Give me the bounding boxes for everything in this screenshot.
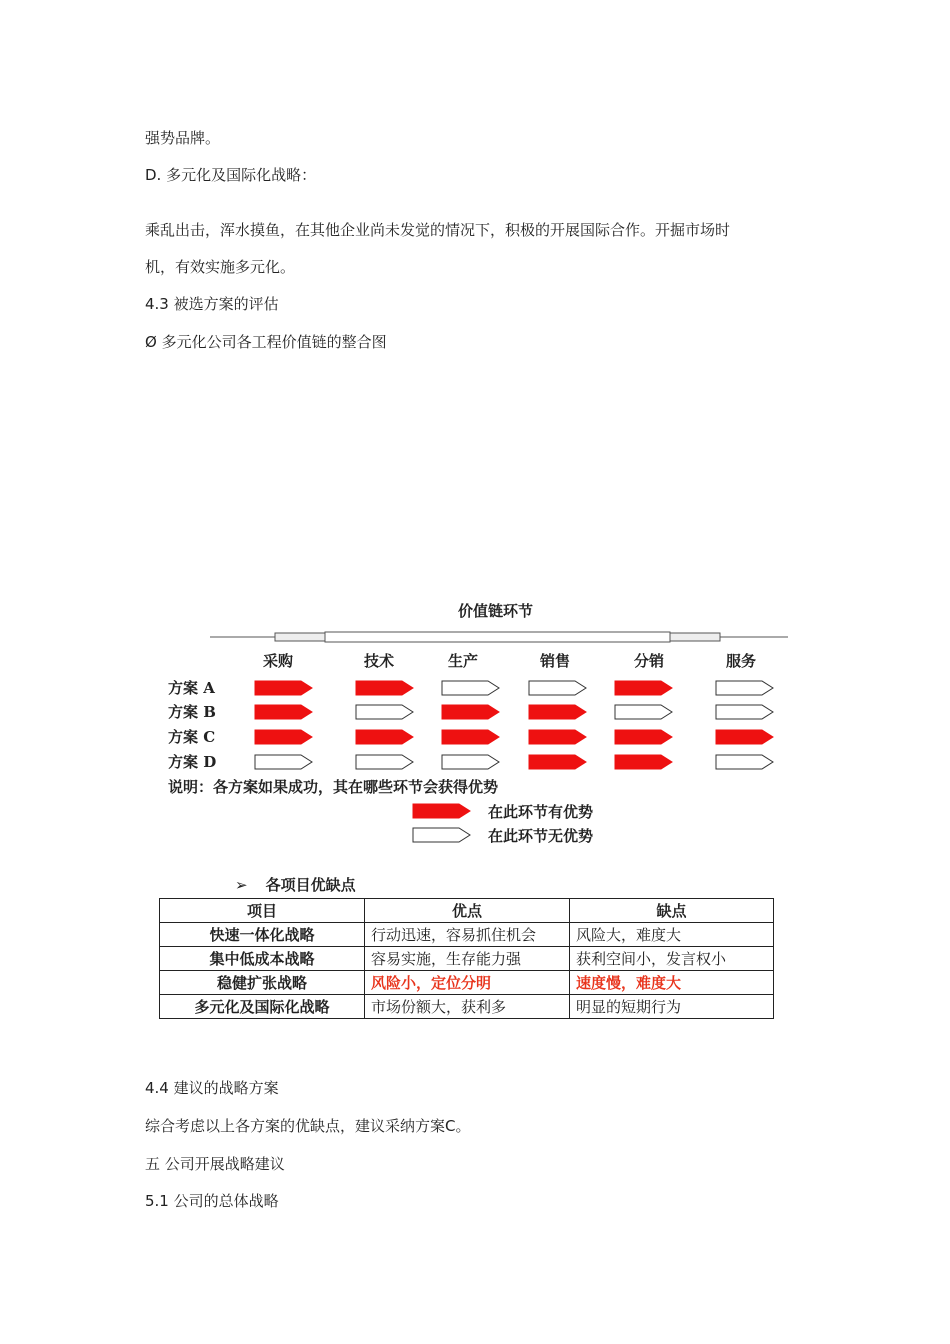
cell-pros: 容易实施，生存能力强: [365, 947, 570, 971]
cell-project: 集中低成本战略: [160, 947, 365, 971]
cell-cons: 速度慢，难度大: [570, 971, 774, 995]
no-advantage-arrow-icon-production: [441, 754, 501, 770]
column-header-technology: 技术: [363, 652, 394, 670]
legend-empty-arrow-icon: [412, 827, 472, 843]
row-label-plan-a: 方案 A: [168, 679, 215, 697]
table-row: [160, 923, 774, 947]
value-chain-title: 价值链环节: [458, 602, 534, 620]
advantage-arrow-icon-technology: [355, 729, 415, 745]
header-pros: 优点: [365, 899, 570, 923]
header-project: 项目: [160, 899, 365, 923]
cell-cons: 明显的短期行为: [570, 995, 774, 1019]
table-row: [160, 995, 774, 1019]
table-row: [160, 947, 774, 971]
advantage-arrow-icon-sales: [528, 729, 588, 745]
advantage-arrow-icon-service: [715, 729, 775, 745]
pros-cons-table: [159, 898, 774, 1019]
arrow-bullet-icon: ➢: [235, 876, 248, 894]
no-advantage-arrow-icon-procurement: [254, 754, 314, 770]
row-label-plan-c: 方案 C: [168, 728, 216, 746]
no-advantage-arrow-icon-service: [715, 680, 775, 696]
table-header-row: [160, 899, 774, 923]
column-header-service: 服务: [725, 652, 756, 670]
advantage-arrow-icon-technology: [355, 680, 415, 696]
pros-cons-heading: [235, 874, 356, 895]
no-advantage-arrow-icon-sales: [528, 680, 588, 696]
text-line-brand: 强势品牌。: [145, 129, 221, 147]
no-advantage-arrow-icon-technology: [355, 754, 415, 770]
cell-pros: 风险小，定位分明: [365, 971, 570, 995]
value-chain-note: 说明：各方案如果成功，其在哪些环节会获得优势: [168, 778, 499, 796]
column-header-production: 生产: [447, 652, 478, 670]
advantage-arrow-icon-sales: [528, 754, 588, 770]
cell-project: 多元化及国际化战略: [160, 995, 365, 1019]
advantage-arrow-icon-production: [441, 704, 501, 720]
row-label-plan-b: 方案 B: [168, 703, 216, 721]
no-advantage-arrow-icon-production: [441, 680, 501, 696]
text-bullet-value-chain: Ø 多元化公司各工程价值链的整合图: [145, 333, 387, 351]
value-chain-line: [210, 628, 790, 646]
cell-project: 快速一体化战略: [160, 923, 365, 947]
no-advantage-arrow-icon-service: [715, 754, 775, 770]
advantage-arrow-icon-production: [441, 729, 501, 745]
cell-cons: 风险大，难度大: [570, 923, 774, 947]
no-advantage-arrow-icon-service: [715, 704, 775, 720]
no-advantage-arrow-icon-distribution: [614, 704, 674, 720]
cell-pros: 市场份额大，获利多: [365, 995, 570, 1019]
advantage-arrow-icon-procurement: [254, 729, 314, 745]
advantage-arrow-icon-distribution: [614, 680, 674, 696]
text-paragraph-line2: 机，有效实施多元化。: [145, 258, 296, 276]
advantage-arrow-icon-procurement: [254, 704, 314, 720]
text-heading-diversification: D. 多元化及国际化战略：: [145, 166, 317, 184]
cell-pros: 行动迅速，容易抓住机会: [365, 923, 570, 947]
section-heading-5: 五 公司开展战略建议: [145, 1155, 285, 1173]
column-header-procurement: 采购: [262, 652, 293, 670]
column-header-distribution: 分销: [633, 652, 664, 670]
advantage-arrow-icon-procurement: [254, 680, 314, 696]
legend-filled-arrow-icon: [412, 803, 472, 819]
table-row-highlighted: [160, 971, 774, 995]
legend-advantage-label: 在此环节有优势: [488, 803, 594, 821]
advantage-arrow-icon-sales: [528, 704, 588, 720]
advantage-arrow-icon-distribution: [614, 754, 674, 770]
legend-no-advantage-label: 在此环节无优势: [488, 827, 594, 845]
advantage-arrow-icon-distribution: [614, 729, 674, 745]
pros-cons-heading-text: 各项目优缺点: [265, 876, 356, 894]
section-heading-5-1: 5.1 公司的总体战略: [145, 1192, 279, 1210]
section-heading-4-3: 4.3 被选方案的评估: [145, 295, 279, 313]
no-advantage-arrow-icon-technology: [355, 704, 415, 720]
row-label-plan-d: 方案 D: [168, 753, 217, 771]
text-paragraph-line1: 乘乱出击，浑水摸鱼，在其他企业尚未发觉的情况下，积极的开展国际合作。开掘市场时: [145, 221, 731, 239]
column-header-sales: 销售: [539, 652, 570, 670]
text-recommendation: 综合考虑以上各方案的优缺点，建议采纳方案C。: [145, 1117, 471, 1135]
header-cons: 缺点: [570, 899, 774, 923]
cell-cons: 获利空间小，发言权小: [570, 947, 774, 971]
section-heading-4-4: 4.4 建议的战略方案: [145, 1079, 279, 1097]
cell-project: 稳健扩张战略: [160, 971, 365, 995]
